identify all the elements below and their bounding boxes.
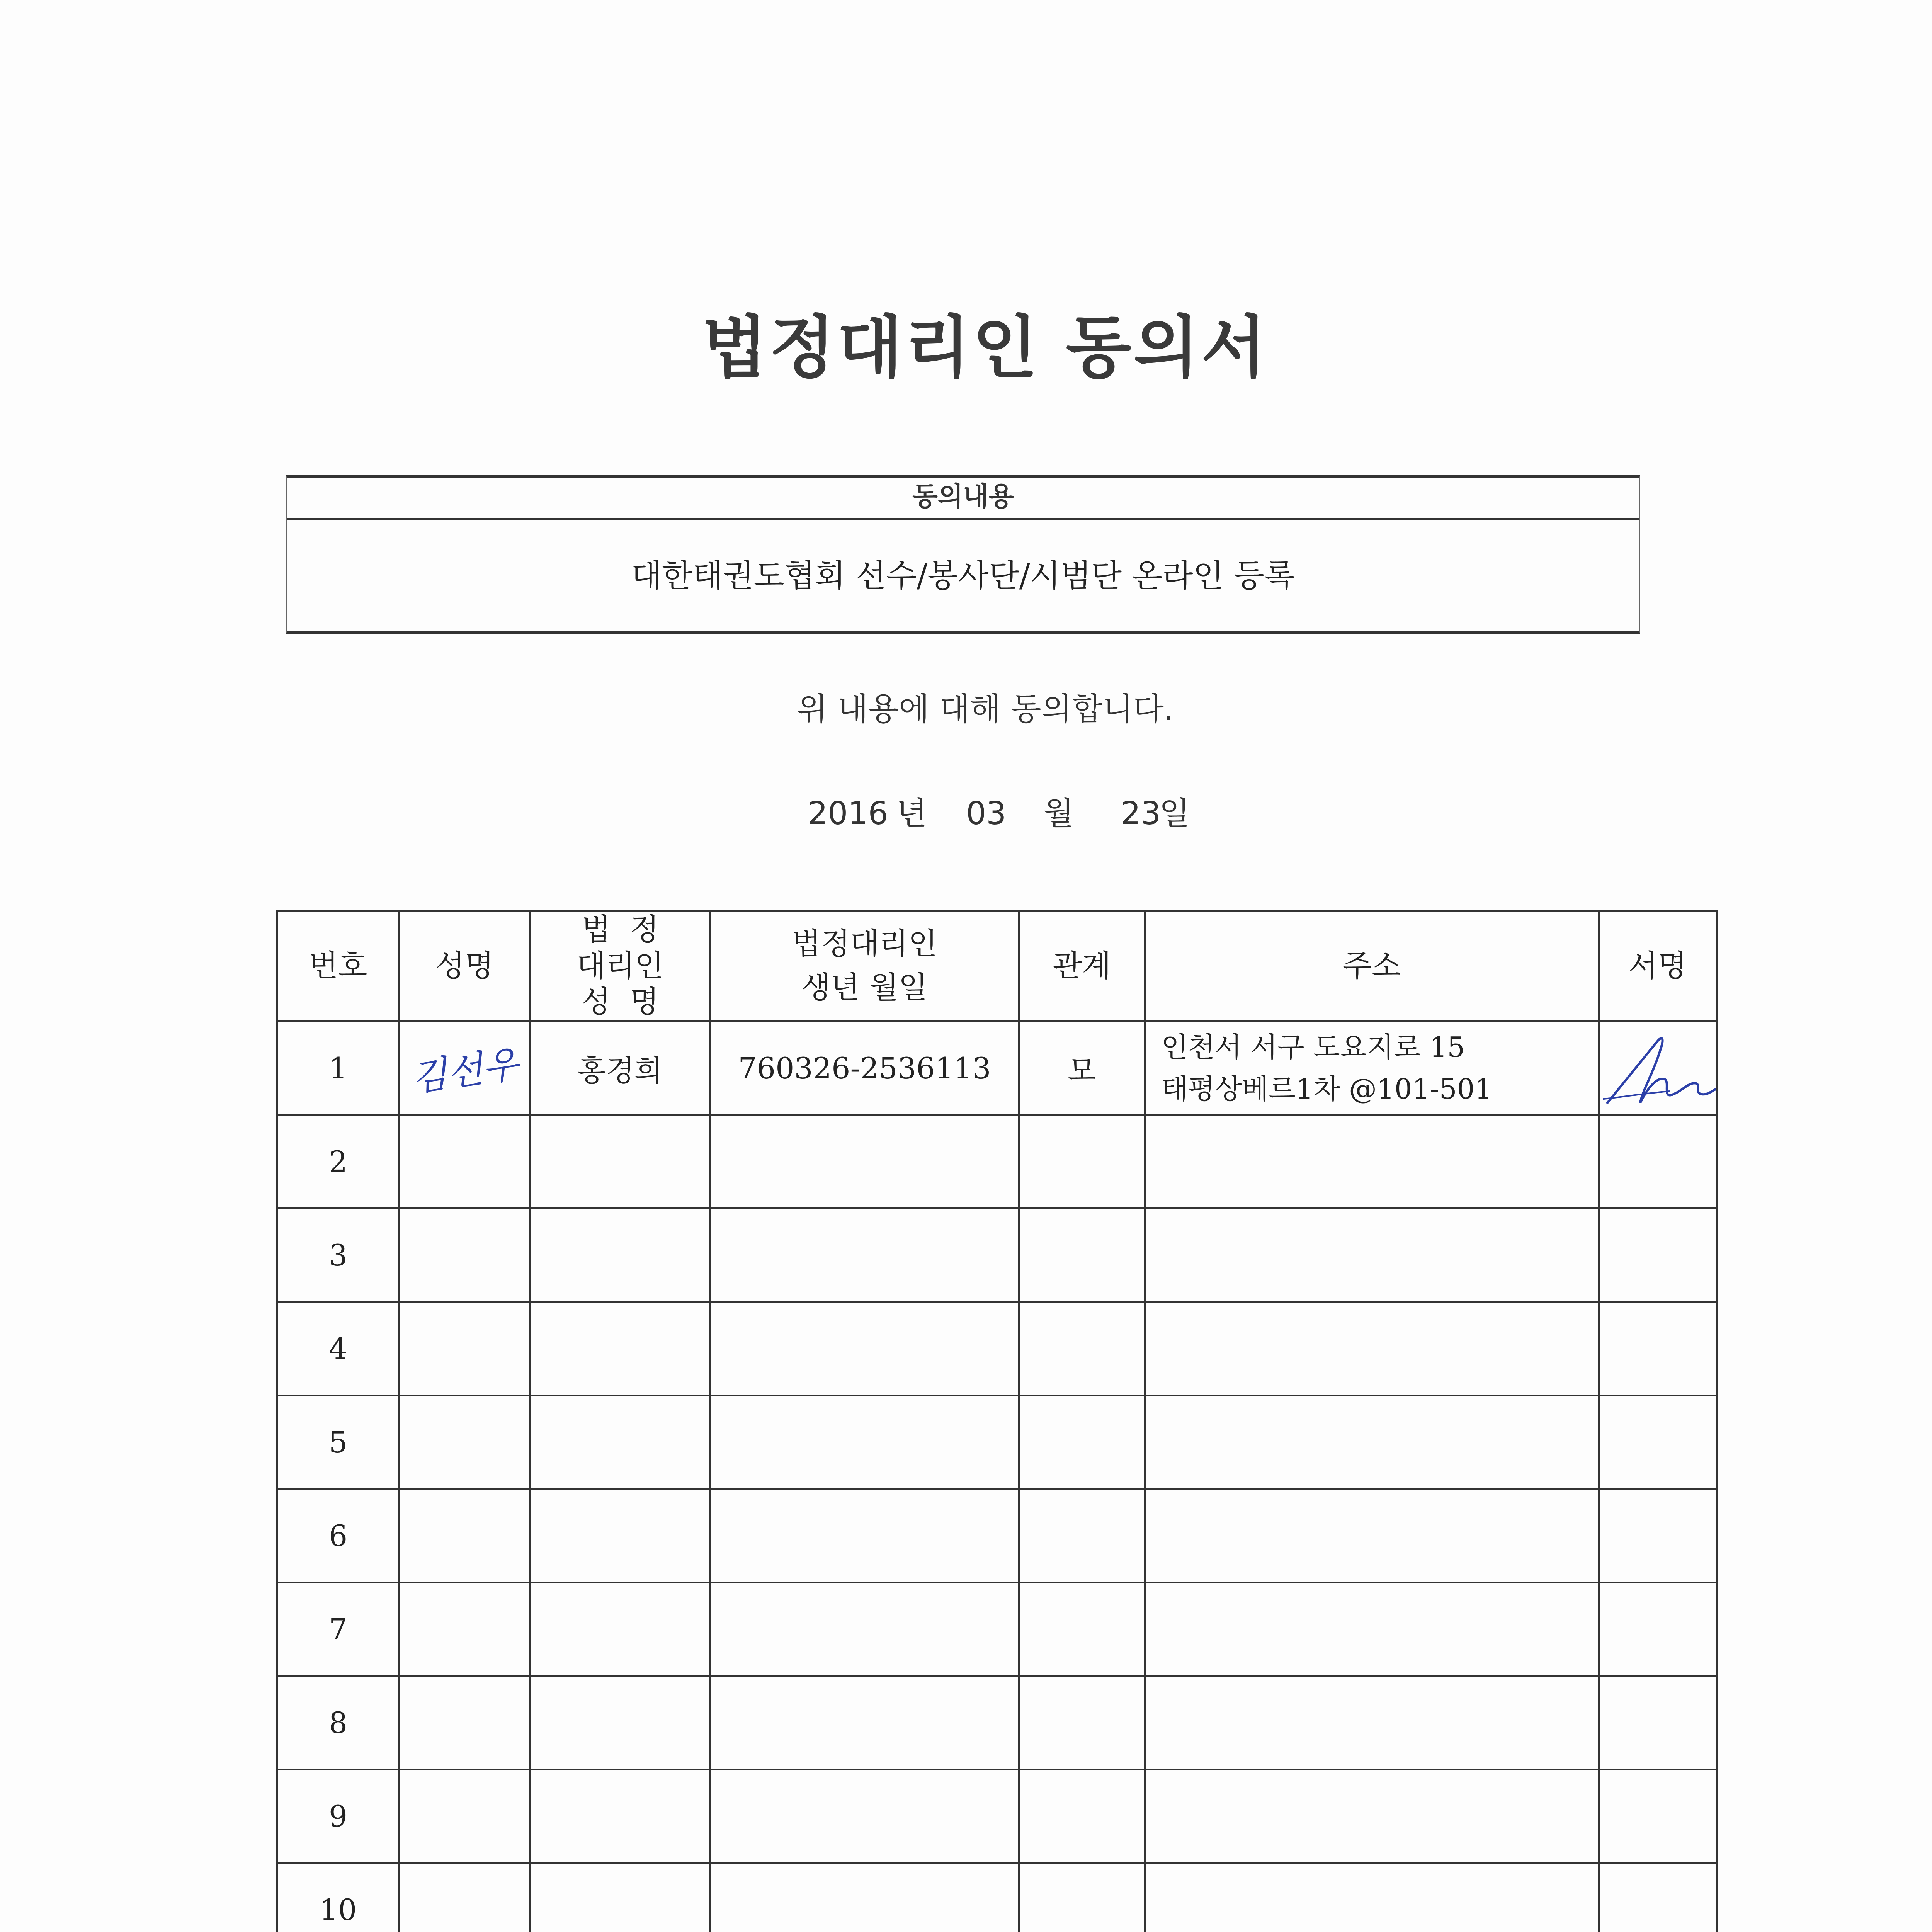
header-address: 주소 — [1145, 911, 1599, 1022]
table-row — [277, 1582, 1717, 1676]
empty-cell[interactable] — [710, 1395, 1019, 1489]
empty-cell[interactable] — [1145, 1582, 1599, 1676]
header-guardian-birthdate — [710, 911, 1019, 1022]
empty-cell[interactable] — [1145, 1208, 1599, 1302]
empty-cell[interactable] — [399, 1395, 531, 1489]
header-name: 성명 — [399, 911, 531, 1022]
empty-cell[interactable] — [1019, 1302, 1145, 1395]
table-row — [277, 1863, 1717, 1932]
date-day: 23 — [1121, 795, 1161, 832]
empty-cell[interactable] — [1019, 1115, 1145, 1208]
handwritten-signature-icon — [1600, 1026, 1716, 1111]
empty-cell[interactable] — [1019, 1208, 1145, 1302]
empty-cell[interactable] — [710, 1676, 1019, 1769]
empty-cell[interactable] — [1145, 1863, 1599, 1932]
empty-cell[interactable] — [710, 1582, 1019, 1676]
empty-cell[interactable] — [1599, 1115, 1717, 1208]
empty-cell[interactable] — [399, 1769, 531, 1863]
date-month: 03 — [966, 795, 1007, 832]
agreement-statement: 위 내용에 대해 동의합니다. — [797, 691, 1174, 728]
date-line — [808, 788, 1190, 833]
birthdate-cell: 760326-2536113 — [710, 1021, 1019, 1115]
consent-box — [286, 475, 1640, 634]
empty-cell[interactable] — [710, 1489, 1019, 1582]
empty-cell[interactable] — [399, 1208, 531, 1302]
empty-cell[interactable] — [1599, 1395, 1717, 1489]
relation-cell: 모 — [1019, 1021, 1145, 1115]
empty-cell[interactable] — [531, 1676, 710, 1769]
empty-cell[interactable] — [1599, 1582, 1717, 1676]
address-line1: 인천서 서구 도요지로 15 — [1161, 1031, 1465, 1064]
empty-cell[interactable] — [1019, 1769, 1145, 1863]
row-number: 1 — [277, 1021, 399, 1115]
empty-cell[interactable] — [399, 1302, 531, 1395]
address-cell — [1145, 1021, 1599, 1115]
child-name-handwritten: 김선우 — [408, 1042, 522, 1100]
empty-cell[interactable] — [531, 1302, 710, 1395]
empty-cell[interactable] — [710, 1302, 1019, 1395]
empty-cell[interactable] — [1599, 1676, 1717, 1769]
row-number: 6 — [277, 1489, 399, 1582]
empty-cell[interactable] — [1599, 1302, 1717, 1395]
row-number: 5 — [277, 1395, 399, 1489]
empty-cell[interactable] — [531, 1208, 710, 1302]
row-number: 2 — [277, 1115, 399, 1208]
empty-cell[interactable] — [531, 1863, 710, 1932]
header-relation: 관계 — [1019, 911, 1145, 1022]
table-row — [277, 1676, 1717, 1769]
row-number: 8 — [277, 1676, 399, 1769]
guardian-name-cell: 홍경희 — [531, 1021, 710, 1115]
table-row — [277, 1395, 1717, 1489]
empty-cell[interactable] — [1599, 1489, 1717, 1582]
header-guardian-name-line3: 성 명 — [581, 985, 659, 1020]
empty-cell[interactable] — [1145, 1489, 1599, 1582]
child-name-cell — [399, 1021, 531, 1115]
address-line2: 태평상베르1차 @101-501 — [1161, 1073, 1493, 1105]
empty-cell[interactable] — [399, 1676, 531, 1769]
row-number: 7 — [277, 1582, 399, 1676]
empty-cell[interactable] — [1019, 1863, 1145, 1932]
consent-content: 대한태권도협회 선수/봉사단/시범단 온라인 등록 — [631, 558, 1295, 594]
empty-cell[interactable] — [710, 1769, 1019, 1863]
date-year-unit: 년 — [896, 795, 927, 832]
empty-cell[interactable] — [1145, 1395, 1599, 1489]
empty-cell[interactable] — [531, 1769, 710, 1863]
document-title: 법정대리인 동의서 — [702, 309, 1269, 387]
row-number: 4 — [277, 1302, 399, 1395]
header-number: 번호 — [277, 911, 399, 1022]
empty-cell[interactable] — [1019, 1489, 1145, 1582]
empty-cell[interactable] — [1145, 1302, 1599, 1395]
empty-cell[interactable] — [710, 1115, 1019, 1208]
header-birth-line1: 법정대리인 — [792, 927, 937, 962]
table-row — [277, 1302, 1717, 1395]
table-row — [277, 1208, 1717, 1302]
empty-cell[interactable] — [531, 1582, 710, 1676]
empty-cell[interactable] — [1145, 1115, 1599, 1208]
header-guardian-name-line2: 대리인 — [576, 948, 664, 983]
empty-cell[interactable] — [1019, 1395, 1145, 1489]
date-day-unit: 일 — [1159, 795, 1190, 832]
empty-cell[interactable] — [531, 1395, 710, 1489]
empty-cell[interactable] — [1019, 1676, 1145, 1769]
header-signature: 서명 — [1599, 911, 1717, 1022]
header-birth-line2: 생년 월일 — [801, 970, 928, 1005]
empty-cell[interactable] — [1019, 1582, 1145, 1676]
empty-cell[interactable] — [531, 1115, 710, 1208]
empty-cell[interactable] — [1145, 1676, 1599, 1769]
date-month-unit: 월 — [1043, 795, 1074, 832]
row-number: 10 — [277, 1863, 399, 1932]
empty-cell[interactable] — [399, 1863, 531, 1932]
empty-cell[interactable] — [399, 1115, 531, 1208]
signature-cell — [1599, 1021, 1717, 1115]
empty-cell[interactable] — [531, 1489, 710, 1582]
empty-cell[interactable] — [399, 1489, 531, 1582]
empty-cell[interactable] — [710, 1863, 1019, 1932]
table-row — [277, 1021, 1717, 1115]
empty-cell[interactable] — [1599, 1208, 1717, 1302]
table-row — [277, 1489, 1717, 1582]
header-guardian-name — [531, 911, 710, 1022]
empty-cell[interactable] — [710, 1208, 1019, 1302]
row-number: 9 — [277, 1769, 399, 1863]
header-guardian-name-line1: 법 정 — [581, 912, 659, 947]
empty-cell[interactable] — [399, 1582, 531, 1676]
date-year: 2016 — [808, 795, 888, 832]
empty-cell[interactable] — [1599, 1863, 1717, 1932]
empty-cell[interactable] — [1599, 1769, 1717, 1863]
row-number: 3 — [277, 1208, 399, 1302]
table-row — [277, 1769, 1717, 1863]
guardian-registration-table — [276, 910, 1718, 1932]
table-row — [277, 1115, 1717, 1208]
empty-cell[interactable] — [1145, 1769, 1599, 1863]
table-header-row — [277, 911, 1717, 1022]
consent-header: 동의내용 — [287, 478, 1639, 520]
